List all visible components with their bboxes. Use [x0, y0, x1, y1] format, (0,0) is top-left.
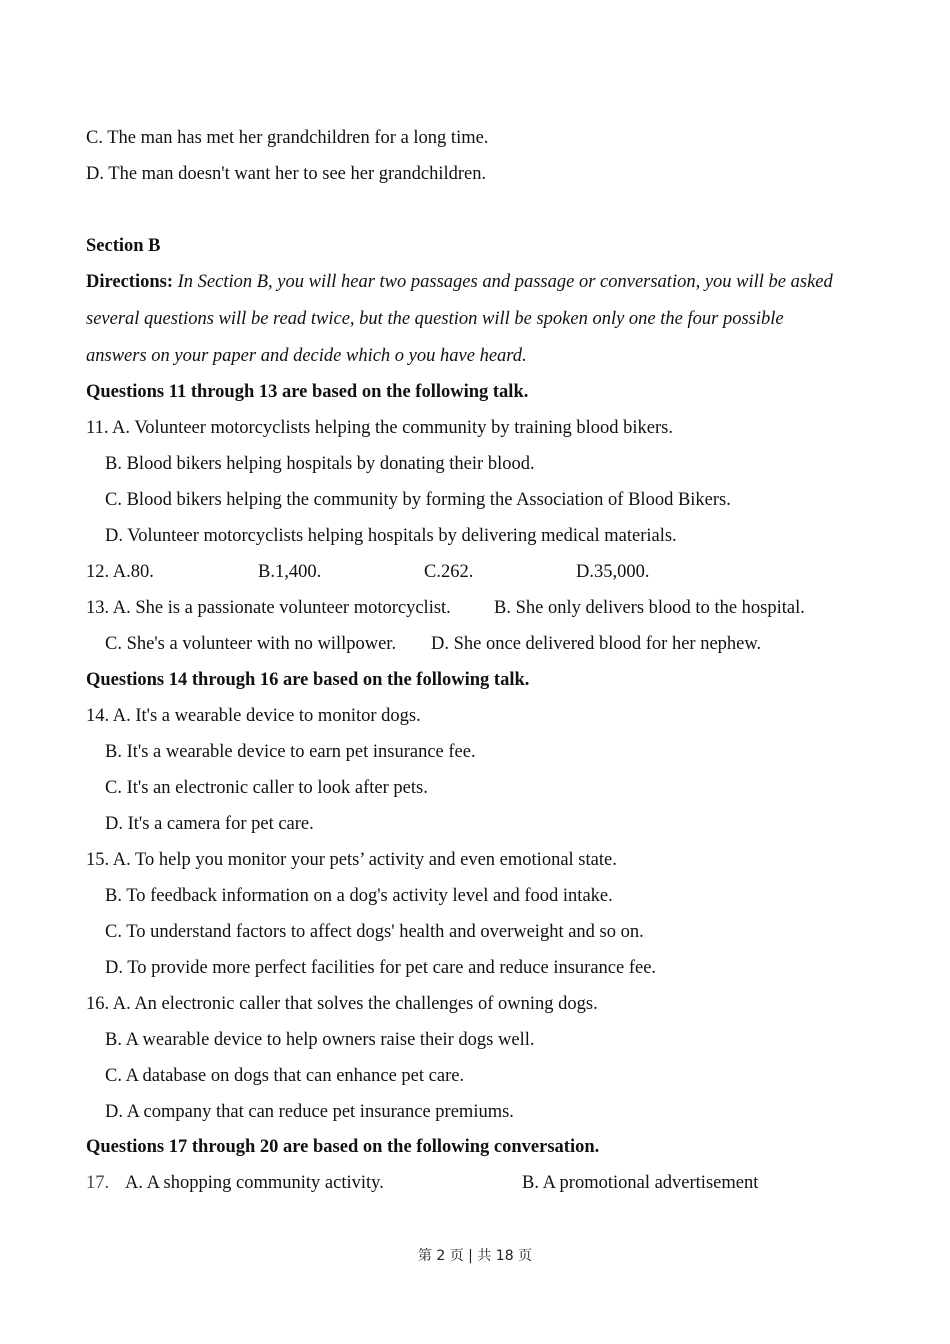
directions-text: In Section B, you will hear two passages and passage or conversation, you will be asked	[173, 272, 833, 292]
q16-option-d: D. A company that can reduce pet insurance premiums.	[105, 1102, 514, 1122]
q14-option-d: D. It's a camera for pet care.	[105, 814, 314, 834]
section-title: Section B	[86, 236, 161, 256]
directions-line-3: answers on your paper and decide which o you have heard.	[86, 346, 527, 366]
q17-option-b: B. A promotional advertisement	[522, 1173, 759, 1193]
q15-option-b: B. To feedback information on a dog's activity level and food intake.	[105, 886, 613, 906]
q15-option-d: D. To provide more perfect facilities for pet care and reduce insurance fee.	[105, 958, 657, 978]
q11-option-b: B. Blood bikers helping hospitals by donating their blood.	[105, 454, 535, 474]
group-heading: Questions 11 through 13 are based on the following talk.	[86, 382, 529, 402]
q13-option-c: C. She's a volunteer with no willpower.	[105, 634, 397, 654]
q14-option-a: 14. A. It's a wearable device to monitor dogs.	[86, 706, 421, 726]
directions-label: Directions:	[86, 272, 173, 292]
q13-option-a: 13. A. She is a passionate volunteer motorcyclist.	[86, 598, 451, 618]
q12-option-a: 12. A.80.	[86, 562, 154, 582]
option-c-prev: C. The man has met her grandchildren for a long time.	[86, 128, 489, 148]
q13-option-b: B. She only delivers blood to the hospital.	[494, 598, 805, 618]
q17-option-a: A. A shopping community activity.	[125, 1173, 384, 1193]
q11-option-d: D. Volunteer motorcyclists helping hospitals by delivering medical materials.	[105, 526, 677, 546]
q16-option-b: B. A wearable device to help owners raise their dogs well.	[105, 1030, 535, 1050]
group-heading: Questions 17 through 20 are based on the following conversation.	[86, 1137, 600, 1157]
q16-option-a: 16. A. An electronic caller that solves the challenges of owning dogs.	[86, 994, 598, 1014]
q12-option-c: C.262.	[424, 562, 474, 582]
directions-line-1	[86, 271, 833, 293]
q16-option-c: C. A database on dogs that can enhance pet care.	[105, 1066, 465, 1086]
q11-option-c: C. Blood bikers helping the community by forming the Association of Blood Bikers.	[105, 490, 731, 510]
q14-option-c: C. It's an electronic caller to look after pets.	[105, 778, 428, 798]
q11-option-a: 11. A. Volunteer motorcyclists helping the community by training blood bikers.	[86, 418, 673, 438]
q12-option-d: D.35,000.	[576, 562, 650, 582]
q14-option-b: B. It's a wearable device to earn pet insurance fee.	[105, 742, 476, 762]
page-footer: 第 2 页 | 共 18 页	[417, 1248, 533, 1264]
directions-line-2: several questions will be read twice, but the question will be spoken only one the four possible	[86, 309, 784, 329]
option-d-prev: D. The man doesn't want her to see her grandchildren.	[86, 164, 487, 184]
group-heading: Questions 14 through 16 are based on the following talk.	[86, 670, 530, 690]
q15-option-a: 15. A. To help you monitor your pets’ activity and even emotional state.	[86, 850, 617, 870]
q12-option-b: B.1,400.	[258, 562, 322, 582]
q15-option-c: C. To understand factors to affect dogs' health and overweight and so on.	[105, 922, 644, 942]
q13-option-d: D. She once delivered blood for her nephew.	[431, 634, 762, 654]
q17-number: 17.	[86, 1173, 110, 1193]
